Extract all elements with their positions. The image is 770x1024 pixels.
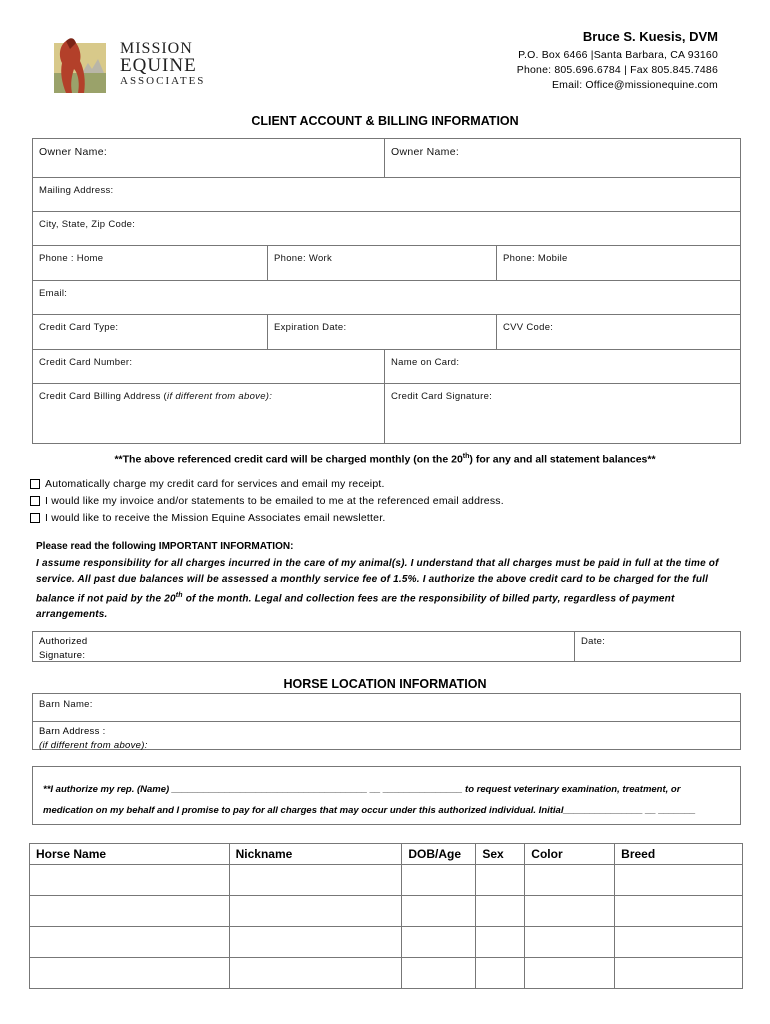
table-cell[interactable] — [615, 896, 743, 927]
table-cell[interactable] — [30, 927, 230, 958]
logo-line-1: MISSION — [120, 40, 193, 57]
city-state-zip-label: City, State, Zip Code: — [39, 219, 136, 230]
barn-name-label: Barn Name: — [39, 699, 93, 710]
credit-card-number-label: Credit Card Number: — [39, 357, 133, 368]
clinic-phone-fax: Phone: 805.696.6784 | Fax 805.845.7486 — [516, 64, 718, 76]
checkbox-newsletter-label: I would like to receive the Mission Equine Associates email newsletter. — [45, 512, 386, 524]
horse-location-title: HORSE LOCATION INFORMATION — [283, 677, 487, 691]
table-row — [30, 958, 743, 989]
table-cell[interactable] — [229, 958, 402, 989]
email-label: Email: — [39, 288, 68, 299]
mailing-address-field[interactable] — [33, 177, 740, 211]
phone-work-label: Phone: Work — [274, 253, 333, 264]
col-dob-age: DOB/Age — [402, 844, 476, 865]
phone-home-field[interactable] — [33, 246, 267, 280]
expiration-date-field[interactable] — [267, 315, 496, 349]
barn-name-field[interactable] — [33, 693, 740, 721]
checkbox-icon[interactable] — [30, 513, 40, 523]
important-heading: Please read the following IMPORTANT INFORMATION: — [36, 541, 294, 552]
client-section-title: CLIENT ACCOUNT & BILLING INFORMATION — [251, 114, 519, 128]
table-cell[interactable] — [525, 958, 615, 989]
name-on-card-field[interactable] — [384, 350, 740, 383]
signature-date-field[interactable] — [574, 632, 740, 661]
billing-address-label: Credit Card Billing Address (if different from above): — [39, 391, 273, 402]
credit-card-row — [33, 314, 740, 349]
horse-logo-icon — [52, 33, 122, 99]
owner-name-field-1[interactable] — [33, 138, 384, 177]
table-cell[interactable] — [476, 896, 525, 927]
table-cell[interactable] — [229, 865, 402, 896]
table-cell[interactable] — [229, 896, 402, 927]
col-horse-name: Horse Name — [30, 844, 230, 865]
mailing-address-label: Mailing Address: — [39, 185, 114, 196]
owner-row — [33, 138, 740, 177]
table-cell[interactable] — [30, 896, 230, 927]
email-field[interactable] — [33, 280, 740, 314]
important-text: I assume responsibility for all charges incurred in the care of my animal(s). I understand that all charges must be paid in full at the time of service. All past due balances will be assessed a monthly service fee of 1.5%. I authorize the above credit card to be charged for the full balance if not paid by the 20th of the month. Legal and collection fees are the responsibility of billed party, regardless of payment arrangements. — [36, 558, 719, 621]
checkbox-email-invoice-label: I would like my invoice and/or statements to be emailed to me at the referenced email address. — [45, 495, 504, 507]
city-state-zip-field[interactable] — [33, 211, 740, 245]
checkbox-icon[interactable] — [30, 496, 40, 506]
card-signature-label: Credit Card Signature: — [391, 391, 493, 402]
table-cell[interactable] — [402, 927, 476, 958]
barn-address-field[interactable] — [33, 721, 740, 750]
rep-authorization-line-1: **I authorize my rep. (Name) _____________________________________ __ _______________ to request veterinary examination, treatment, or — [43, 784, 681, 795]
checkbox-auto-charge[interactable] — [30, 478, 385, 490]
table-cell[interactable] — [476, 865, 525, 896]
barn-address-label: Barn Address : (if different from above): — [39, 726, 148, 751]
col-nickname: Nickname — [229, 844, 402, 865]
expiration-date-label: Expiration Date: — [274, 322, 347, 333]
owner-name-label-1: Owner Name: — [39, 146, 108, 158]
table-cell[interactable] — [615, 865, 743, 896]
table-cell[interactable] — [30, 865, 230, 896]
logo-wordmark — [120, 41, 205, 87]
col-breed: Breed — [615, 844, 743, 865]
card-signature-field[interactable] — [384, 384, 740, 444]
cvv-code-field[interactable] — [496, 315, 740, 349]
clinic-address: P.O. Box 6466 |Santa Barbara, CA 93160 — [518, 49, 718, 61]
table-cell[interactable] — [476, 927, 525, 958]
table-cell[interactable] — [402, 958, 476, 989]
logo-line-2: EQUINE — [120, 55, 197, 76]
doctor-name: Bruce S. Kuesis, DVM — [582, 29, 718, 44]
table-cell[interactable] — [525, 865, 615, 896]
signature-date-label: Date: — [581, 636, 606, 647]
horse-table — [29, 843, 743, 989]
table-cell[interactable] — [402, 865, 476, 896]
billing-address-field[interactable] — [33, 384, 384, 444]
checkbox-auto-charge-label: Automatically charge my credit card for services and email my receipt. — [45, 478, 385, 490]
name-on-card-label: Name on Card: — [391, 357, 460, 368]
phone-home-label: Phone : Home — [39, 253, 104, 264]
table-row — [30, 927, 743, 958]
col-color: Color — [525, 844, 615, 865]
charge-note: **The above referenced credit card will be charged monthly (on the 20th) for any and all statement balances** — [114, 453, 656, 466]
table-cell[interactable] — [402, 896, 476, 927]
table-cell[interactable] — [525, 927, 615, 958]
checkbox-newsletter[interactable] — [30, 512, 385, 524]
table-row — [30, 865, 743, 896]
table-cell[interactable] — [615, 927, 743, 958]
authorized-signature-field[interactable] — [33, 632, 574, 661]
credit-card-type-field[interactable] — [33, 315, 267, 349]
owner-name-label-2: Owner Name: — [391, 146, 460, 158]
table-row — [30, 896, 743, 927]
card-number-row — [33, 349, 740, 383]
checkbox-icon[interactable] — [30, 479, 40, 489]
client-billing-form — [32, 138, 741, 444]
rep-authorization-line-2: medication on my behalf and I promise to pay for all charges that may occur under this authorized individual. Initial_______________ __ _______ — [43, 805, 696, 816]
phone-row — [33, 245, 740, 280]
phone-mobile-label: Phone: Mobile — [503, 253, 568, 264]
credit-card-type-label: Credit Card Type: — [39, 322, 119, 333]
cvv-code-label: CVV Code: — [503, 322, 554, 333]
table-cell[interactable] — [229, 927, 402, 958]
table-cell[interactable] — [525, 896, 615, 927]
authorization-signature-box — [32, 631, 741, 662]
owner-name-field-2[interactable] — [384, 138, 740, 177]
table-cell[interactable] — [615, 958, 743, 989]
col-sex: Sex — [476, 844, 525, 865]
clinic-email: Email: Office@missionequine.com — [551, 79, 718, 91]
horse-table-header — [30, 844, 743, 865]
billing-signature-row — [33, 383, 740, 444]
phone-mobile-field[interactable] — [496, 246, 740, 280]
authorized-signature-label: Authorized Signature: — [39, 636, 88, 661]
logo-line-3: ASSOCIATES — [120, 75, 206, 87]
phone-work-field[interactable] — [267, 246, 496, 280]
rep-authorization-box[interactable] — [32, 766, 741, 825]
horse-location-form — [32, 693, 741, 750]
credit-card-number-field[interactable] — [33, 350, 384, 383]
checkbox-email-invoice[interactable] — [30, 495, 504, 507]
table-cell[interactable] — [476, 958, 525, 989]
table-cell[interactable] — [30, 958, 230, 989]
